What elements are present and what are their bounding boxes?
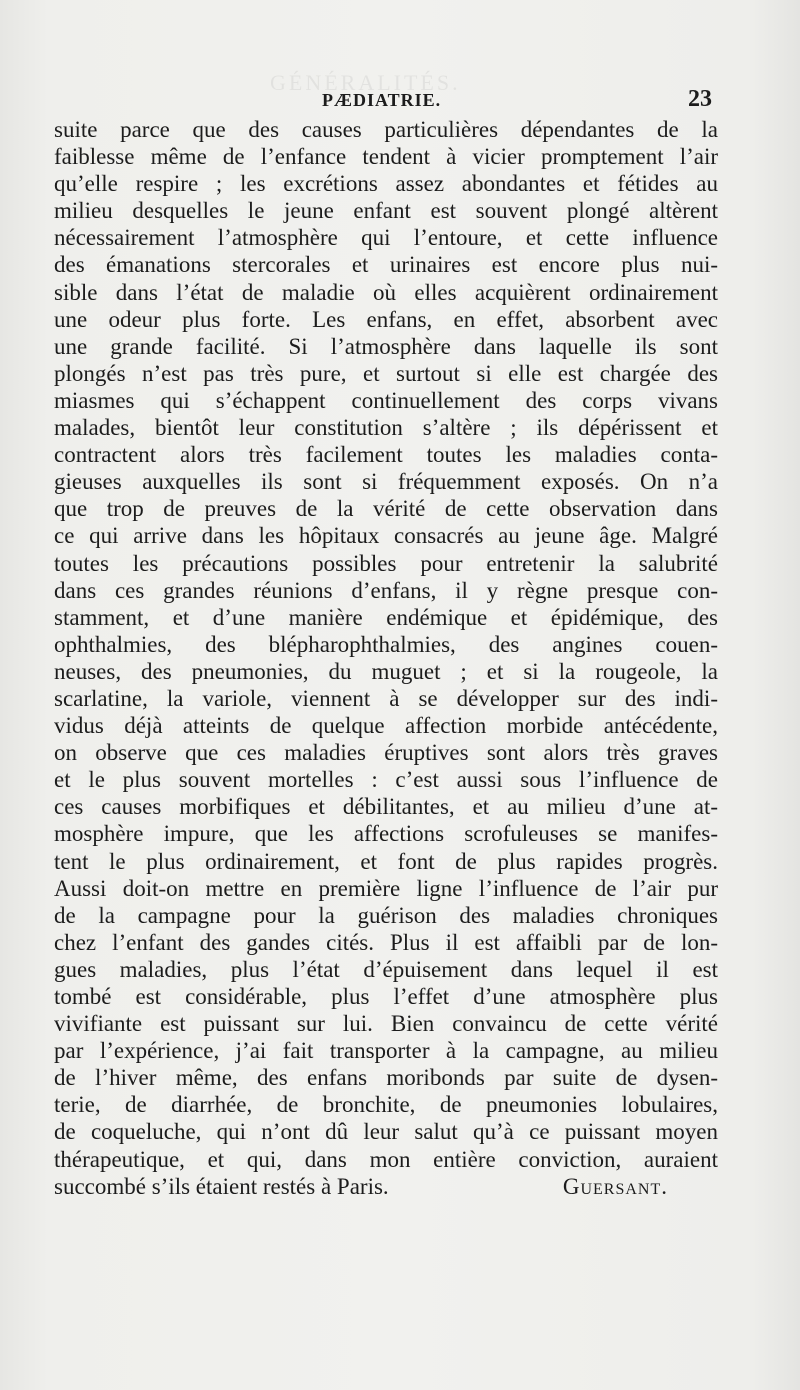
text-line: thérapeutique, et qui, dans mon entière conviction, auraient xyxy=(54,1146,718,1172)
last-line-text: succombé s’ils étaient restés à Paris. xyxy=(54,1173,389,1199)
text-line: chez l’enfant des gandes cités. Plus il est affaibli par de lon- xyxy=(54,929,718,955)
text-line: tent le plus ordinairement, et font de plus rapides progrès. xyxy=(54,848,718,874)
page-number: 23 xyxy=(688,86,712,112)
text-line: et le plus souvent mortelles : c’est aussi sous l’influence de xyxy=(54,767,718,793)
text-line: malades, bientôt leur constitution s’altère ; ils dépérissent et xyxy=(54,415,718,441)
text-line: milieu desquelles le jeune enfant est souvent plongé altèrent xyxy=(54,198,718,224)
text-line: par l’expérience, j’ai fait transporter à la campagne, au milieu xyxy=(54,1038,718,1064)
text-line: une odeur plus forte. Les enfans, en effet, absorbent avec xyxy=(54,306,718,332)
text-line: nécessairement l’atmosphère qui l’entoure, et cette influence xyxy=(54,225,718,251)
text-line: gues maladies, plus l’état d’épuisement dans lequel il est xyxy=(54,956,718,982)
text-line: mosphère impure, que les affections scrofuleuses se manifes- xyxy=(54,821,718,847)
running-head xyxy=(54,86,712,120)
text-line: vivifiante est puissant sur lui. Bien convaincu de cette vérité xyxy=(54,1011,718,1037)
text-line: de la campagne pour la guérison des maladies chroniques xyxy=(54,902,718,928)
text-line: on observe que ces maladies éruptives sont alors très graves xyxy=(54,740,718,766)
running-title: PÆDIATRIE. xyxy=(322,90,442,110)
text-line: une grande facilité. Si l’atmosphère dans laquelle ils sont xyxy=(54,333,718,359)
body-text xyxy=(54,116,718,1200)
text-line: sible dans l’état de maladie où elles acquièrent ordinairement xyxy=(54,279,718,305)
text-line: ophthalmies, des blépharophthalmies, des angines couen- xyxy=(54,631,718,657)
text-line: des émanations stercorales et urinaires est encore plus nui- xyxy=(54,252,718,278)
text-line: faiblesse même de l’enfance tendent à vicier promptement l’air xyxy=(54,144,718,170)
last-line xyxy=(54,1173,718,1200)
text-line: scarlatine, la variole, viennent à se développer sur des indi- xyxy=(54,685,718,711)
text-line: vidus déjà atteints de quelque affection morbide antécédente, xyxy=(54,713,718,739)
text-line: stamment, et d’une manière endémique et épidémique, des xyxy=(54,604,718,630)
text-line: toutes les précautions possibles pour entretenir la salubrité xyxy=(54,550,718,576)
text-line: ce qui arrive dans les hôpitaux consacrés au jeune âge. Malgré xyxy=(54,523,718,549)
text-line: neuses, des pneumonies, du muguet ; et si la rougeole, la xyxy=(54,658,718,684)
author-signature: Guersant. xyxy=(562,1173,668,1199)
text-line: ces causes morbifiques et débilitantes, et au milieu d’une at- xyxy=(54,794,718,820)
text-line: qu’elle respire ; les excrétions assez abondantes et fétides au xyxy=(54,171,718,197)
text-line: miasmes qui s’échappent continuellement des corps vivans xyxy=(54,387,718,413)
text-line: plongés n’est pas très pure, et surtout si elle est chargée des xyxy=(54,360,718,386)
text-line: de l’hiver même, des enfans moribonds par suite de dysen- xyxy=(54,1065,718,1091)
text-line: Aussi doit-on mettre en première ligne l’influence de l’air pur xyxy=(54,875,718,901)
text-line: gieuses auxquelles ils sont si fréquemment exposés. On n’a xyxy=(54,469,718,495)
text-line: contractent alors très facilement toutes les maladies conta- xyxy=(54,442,718,468)
text-line: que trop de preuves de la vérité de cette observation dans xyxy=(54,496,718,522)
bleed-through-text: GÉNÉRALITÉS. xyxy=(270,70,461,95)
text-line: de coqueluche, qui n’ont dû leur salut qu’à ce puissant moyen xyxy=(54,1119,718,1145)
text-line: suite parce que des causes particulières dépendantes de la xyxy=(54,117,718,142)
text-line: tombé est considérable, plus l’effet d’une atmosphère plus xyxy=(54,984,718,1009)
text-line: dans ces grandes réunions d’enfans, il y règne presque con- xyxy=(54,577,718,603)
text-line: terie, de diarrhée, de bronchite, de pneumonies lobulaires, xyxy=(54,1092,718,1118)
